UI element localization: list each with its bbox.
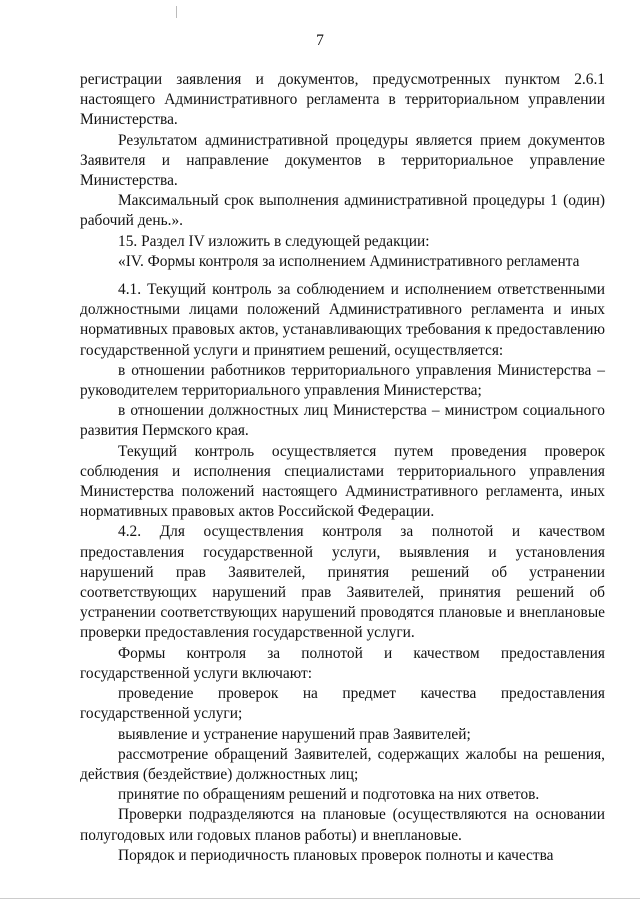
- paragraph: рассмотрение обращений Заявителей, содержащих жалобы на решения, действия (бездействие) должностных лиц;: [80, 745, 605, 783]
- scan-mark: [176, 6, 177, 18]
- paragraph: в отношении должностных лиц Министерства – министром социального развития Пермского края.: [80, 402, 605, 440]
- paragraph: проведение проверок на предмет качества предоставления государственной услуги;: [80, 685, 605, 723]
- paragraph: Формы контроля за полнотой и качеством предоставления государственной услуги включают:: [80, 644, 605, 682]
- paragraph: Текущий контроль осуществляется путем проведения проверок соблюдения и исполнения специалистами территориального управления Министерства положений настоящего Административного регламента, иных нормативных правовых актов Российской Федерации.: [80, 442, 605, 521]
- paragraph: в отношении работников территориального управления Министерства – руководителем территориального управления Министерства;: [80, 361, 605, 400]
- paragraph: Результатом административной процедуры является прием документов Заявителя и направление документов в территориальное управление Министерства.: [80, 131, 605, 190]
- page-edge-line: [0, 898, 640, 899]
- paragraph: Порядок и периодичность плановых проверок полноты и качества: [118, 846, 554, 864]
- document-body: [80, 70, 605, 866]
- page-number: 7: [316, 32, 324, 49]
- section-heading: «IV. Формы контроля за исполнением Административного регламента: [118, 252, 580, 270]
- paragraph: Максимальный срок выполнения административной процедуры 1 (один) рабочий день.».: [80, 192, 605, 230]
- paragraph: выявление и устранение нарушений прав Заявителей;: [118, 725, 471, 743]
- paragraph: Проверки подразделяются на плановые (осуществляются на основании полугодовых или годовых планов работы) и внеплановые.: [80, 806, 605, 844]
- paragraph: 4.2. Для осуществления контроля за полнотой и качеством предоставления государственной услуги, выявления и установления нарушений прав Заявителей, принятия решений об устранении соответствующих нарушений прав Заявителей, принятия решений об устранении соответствующих нарушений проводятся плановые и внеплановые проверки предоставления государственной услуги.: [80, 523, 605, 642]
- paragraph: 4.1. Текущий контроль за соблюдением и исполнением ответственными должностными лицами положений Административного регламента и иных нормативных правовых актов, устанавливающих требования к предоставлению государственной услуги и принятием решений, осуществляется:: [80, 281, 605, 359]
- paragraph: регистрации заявления и документов, предусмотренных пунктом 2.6.1 настоящего Административного регламента в территориальном управлении Министерства.: [80, 71, 605, 129]
- paragraph: принятие по обращениям решений и подготовка на них ответов.: [118, 786, 540, 804]
- paragraph: 15. Раздел IV изложить в следующей редакции:: [118, 232, 430, 250]
